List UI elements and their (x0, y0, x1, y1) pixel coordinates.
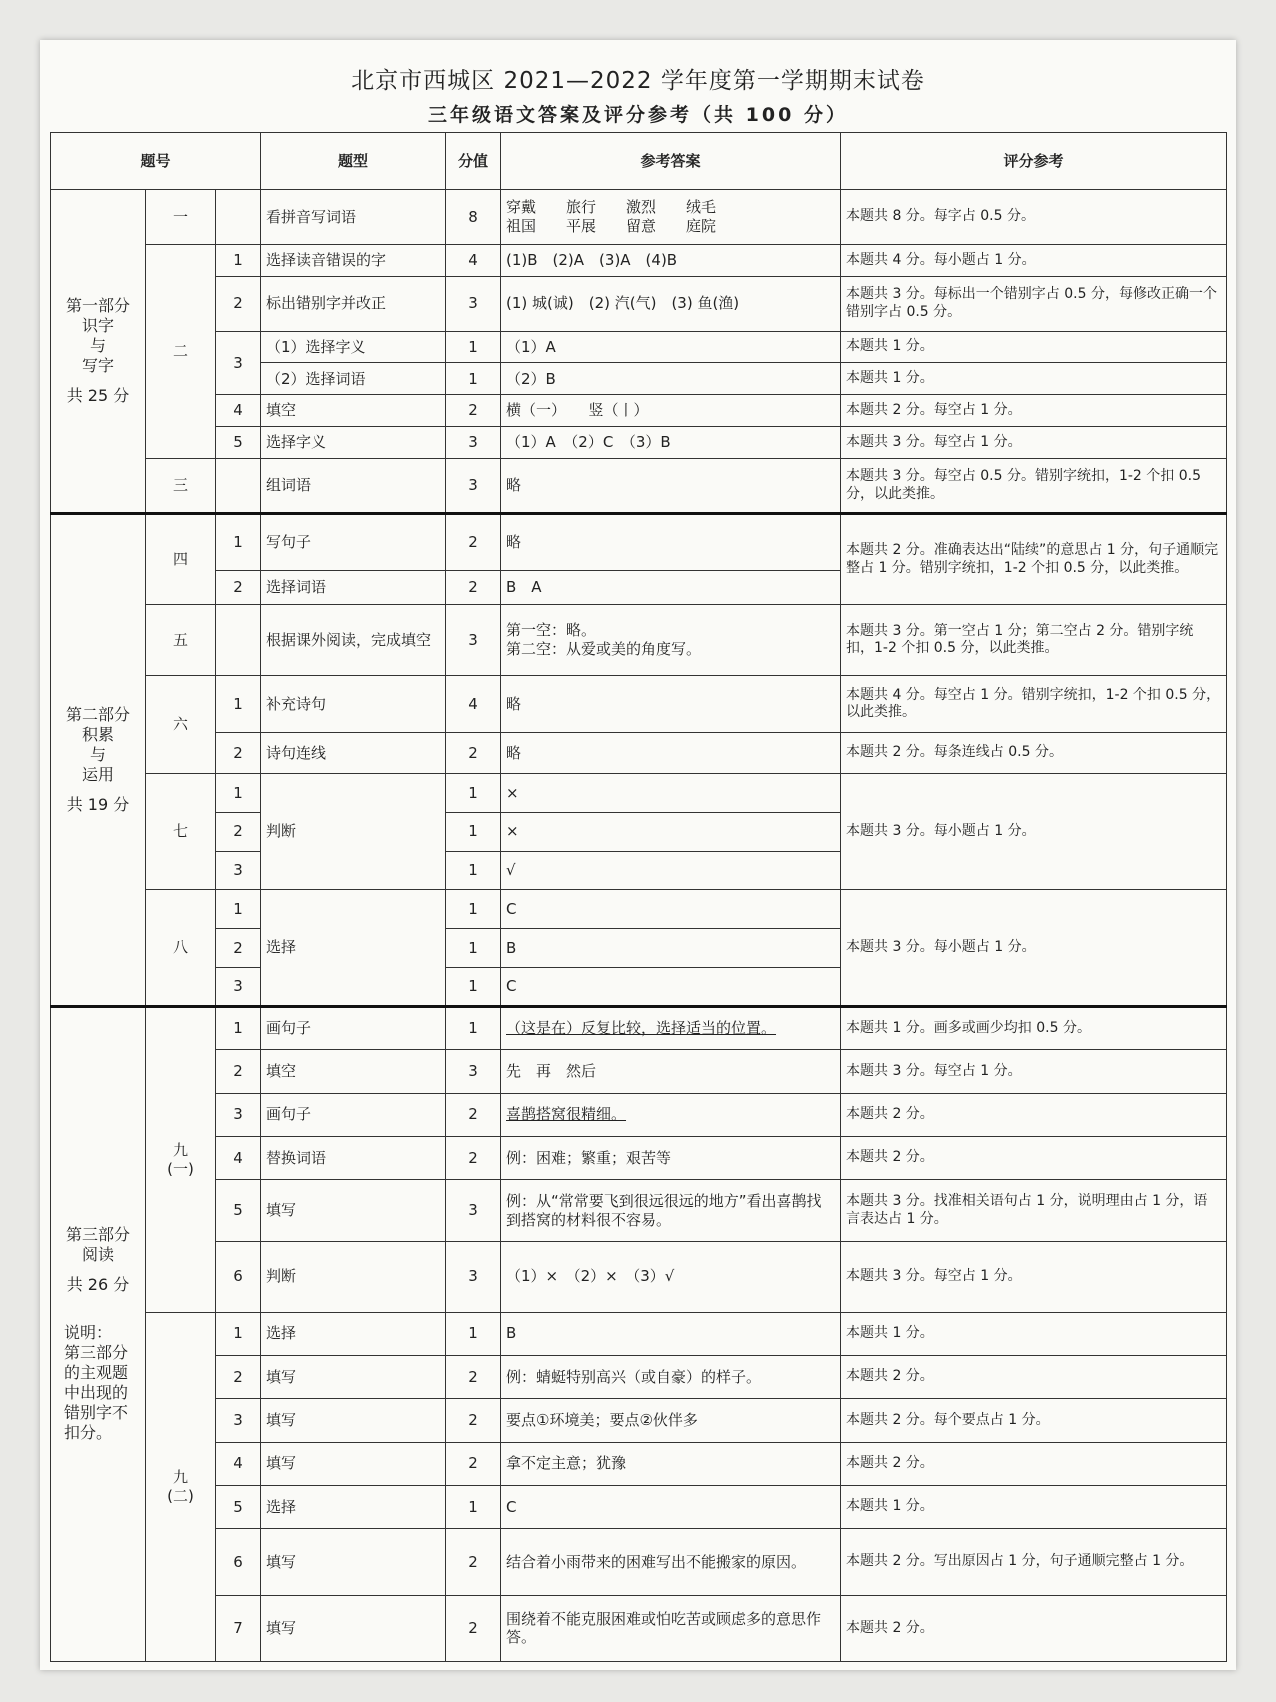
page-title: 北京市西城区 2021—2022 学年度第一学期期末试卷 (351, 68, 925, 94)
scoring: 本题共 2 分。每空占 1 分。 (841, 395, 1227, 427)
scoring: 本题共 3 分。找准相关语句占 1 分，说明理由占 1 分，语言表达占 1 分。 (841, 1180, 1227, 1242)
answer: × (501, 812, 841, 851)
question-type: 看拼音写词语 (261, 190, 446, 245)
table-row (51, 1050, 1227, 1093)
points: 1 (446, 968, 501, 1007)
points: 2 (446, 733, 501, 774)
answer: 第一空：略。 第二空：从爱或美的角度写。 (501, 605, 841, 676)
answer: （1）A （2）C （3）B (501, 427, 841, 459)
answer: 略 (501, 459, 841, 514)
sub-number: 6 (216, 1529, 261, 1595)
table-row (51, 890, 1227, 929)
answer: （2）B (501, 363, 841, 395)
points: 2 (446, 571, 501, 605)
table-row (51, 1529, 1227, 1595)
sub-number: 4 (216, 1136, 261, 1179)
answer: B (501, 1312, 841, 1355)
part-3-total: 共 26 分 (66, 1275, 130, 1295)
table-row (51, 1595, 1227, 1661)
sub-number: 6 (216, 1241, 261, 1312)
section-2: 二 (146, 244, 216, 458)
points: 1 (446, 331, 501, 363)
table-row (51, 427, 1227, 459)
table-row (51, 514, 1227, 571)
header-points: 分值 (446, 133, 501, 190)
scoring: 本题共 3 分。每小题占 1 分。 (841, 774, 1227, 890)
scoring: 本题共 3 分。每空占 1 分。 (841, 427, 1227, 459)
sub-number: 2 (216, 929, 261, 968)
points: 2 (446, 1355, 501, 1398)
scoring: 本题共 1 分。画多或画少均扣 0.5 分。 (841, 1006, 1227, 1049)
answer: 穿戴 旅行 激烈 绒毛 祖国 平展 留意 庭院 (501, 190, 841, 245)
question-type: 填空 (261, 395, 446, 427)
answer-sheet (40, 40, 1236, 1670)
answer: B (501, 929, 841, 968)
question-type: 填写 (261, 1595, 446, 1661)
table-row (51, 1486, 1227, 1529)
points: 1 (446, 1006, 501, 1049)
points: 1 (446, 929, 501, 968)
answer: C (501, 1486, 841, 1529)
part-2-total: 共 19 分 (66, 794, 130, 814)
question-type: （2）选择词语 (261, 363, 446, 395)
points: 1 (446, 890, 501, 929)
answer: 例：从“常常要飞到很远很远的地方”看出喜鹊找到搭窝的材料很不容易。 (501, 1180, 841, 1242)
answer: （这是在）反复比较，选择适当的位置。 (501, 1006, 841, 1049)
scoring: 本题共 2 分。 (841, 1093, 1227, 1136)
points: 1 (446, 1312, 501, 1355)
section-6: 六 (146, 676, 216, 774)
points: 2 (446, 1529, 501, 1595)
answer: 略 (501, 514, 841, 571)
question-type: 填写 (261, 1355, 446, 1398)
points: 1 (446, 851, 501, 890)
question-type: 选择字义 (261, 427, 446, 459)
sub-number: 1 (216, 244, 261, 276)
question-type: 选择 (261, 1486, 446, 1529)
header-scoring: 评分参考 (841, 133, 1227, 190)
question-type: 补充诗句 (261, 676, 446, 733)
scoring: 本题共 3 分。每空占 1 分。 (841, 1050, 1227, 1093)
sub-number: 2 (216, 1050, 261, 1093)
answer: 结合着小雨带来的困难写出不能搬家的原因。 (501, 1529, 841, 1595)
sub-number: 2 (216, 571, 261, 605)
question-type: 填写 (261, 1180, 446, 1242)
table-row (51, 1442, 1227, 1485)
part-2-cell (51, 514, 146, 1007)
sub-number: 7 (216, 1595, 261, 1661)
answer: （1）× （2）× （3）√ (501, 1241, 841, 1312)
answer: 横（一） 竖（丨） (501, 395, 841, 427)
points: 3 (446, 1050, 501, 1093)
table-row (51, 331, 1227, 363)
points: 1 (446, 363, 501, 395)
answer: （1）A (501, 331, 841, 363)
question-type: （1）选择字义 (261, 331, 446, 363)
section-4: 四 (146, 514, 216, 605)
answer: 喜鹊搭窝很精细。 (501, 1093, 841, 1136)
points: 3 (446, 459, 501, 514)
points: 8 (446, 190, 501, 245)
answer: 先 再 然后 (501, 1050, 841, 1093)
table-row (51, 1355, 1227, 1398)
table-row (51, 1006, 1227, 1049)
page-subtitle: 三年级语文答案及评分参考（共 100 分） (428, 104, 848, 126)
section-7: 七 (146, 774, 216, 890)
table-row (51, 459, 1227, 514)
question-type: 组词语 (261, 459, 446, 514)
scoring: 本题共 4 分。每小题占 1 分。 (841, 244, 1227, 276)
scoring: 本题共 3 分。每空占 1 分。 (841, 1241, 1227, 1312)
answer: B A (501, 571, 841, 605)
question-type: 判断 (261, 774, 446, 890)
table-row (51, 774, 1227, 813)
sub-number: 5 (216, 1180, 261, 1242)
points: 3 (446, 605, 501, 676)
points: 2 (446, 395, 501, 427)
sub-number: 3 (216, 1399, 261, 1442)
table-row (51, 1136, 1227, 1179)
sub-number: 3 (216, 968, 261, 1007)
table-row (51, 276, 1227, 331)
question-type: 标出错别字并改正 (261, 276, 446, 331)
points: 2 (446, 1399, 501, 1442)
points: 3 (446, 1241, 501, 1312)
table-row (51, 676, 1227, 733)
section-9-2: 九 (二) (146, 1312, 216, 1661)
part-3-name: 第三部分 阅读 (65, 1225, 130, 1265)
sub-number: 3 (216, 851, 261, 890)
question-type: 填写 (261, 1399, 446, 1442)
section-3: 三 (146, 459, 216, 514)
answer: 例：蜻蜓特别高兴（或自豪）的样子。 (501, 1355, 841, 1398)
sub-number: 5 (216, 427, 261, 459)
sub-number: 1 (216, 676, 261, 733)
answer-table (50, 132, 1227, 1662)
question-type: 诗句连线 (261, 733, 446, 774)
table-row (51, 1399, 1227, 1442)
question-type: 选择词语 (261, 571, 446, 605)
section-5: 五 (146, 605, 216, 676)
scoring: 本题共 4 分。每空占 1 分。错别字统扣，1-2 个扣 0.5 分，以此类推。 (841, 676, 1227, 733)
part-1-cell (51, 190, 146, 514)
answer: × (501, 774, 841, 813)
section-9-1: 九 (一) (146, 1006, 216, 1312)
sub-number (216, 190, 261, 245)
sub-number: 1 (216, 1006, 261, 1049)
answer: 拿不定主意；犹豫 (501, 1442, 841, 1485)
sub-number: 2 (216, 1355, 261, 1398)
answer: 略 (501, 676, 841, 733)
answer: 围绕着不能克服困难或怕吃苦或顾虑多的意思作答。 (501, 1595, 841, 1661)
sub-number: 4 (216, 1442, 261, 1485)
part-3-cell (51, 1006, 146, 1661)
sub-number: 5 (216, 1486, 261, 1529)
question-type: 画句子 (261, 1093, 446, 1136)
sub-number: 1 (216, 514, 261, 571)
scoring: 本题共 2 分。准确表达出“陆续”的意思占 1 分，句子通顺完整占 1 分。错别字统扣，1-2 个扣 0.5 分，以此类推。 (841, 514, 1227, 605)
question-type: 选择读音错误的字 (261, 244, 446, 276)
points: 2 (446, 1595, 501, 1661)
answer: C (501, 890, 841, 929)
table-header (51, 133, 1227, 190)
scoring: 本题共 2 分。每条连线占 0.5 分。 (841, 733, 1227, 774)
sub-number: 1 (216, 774, 261, 813)
points: 3 (446, 276, 501, 331)
points: 2 (446, 1442, 501, 1485)
answer: (1)B (2)A (3)A (4)B (501, 244, 841, 276)
points: 3 (446, 1180, 501, 1242)
question-type: 画句子 (261, 1006, 446, 1049)
table-row (51, 395, 1227, 427)
question-type: 选择 (261, 1312, 446, 1355)
scoring: 本题共 1 分。 (841, 363, 1227, 395)
part-1-total: 共 25 分 (66, 386, 130, 406)
sub-number: 3 (216, 331, 261, 395)
scoring: 本题共 2 分。 (841, 1442, 1227, 1485)
table-row (51, 1093, 1227, 1136)
part-3-note: 说明： 第三部分 的主观题 中出现的 错别字不 扣分。 (64, 1323, 129, 1443)
points: 2 (446, 1136, 501, 1179)
answer: (1) 城(诚) (2) 汽(气) (3) 鱼(渔) (501, 276, 841, 331)
scoring: 本题共 2 分。每个要点占 1 分。 (841, 1399, 1227, 1442)
answer: √ (501, 851, 841, 890)
scoring: 本题共 3 分。每空占 0.5 分。错别字统扣，1-2 个扣 0.5 分，以此类推。 (841, 459, 1227, 514)
scoring: 本题共 1 分。 (841, 1312, 1227, 1355)
points: 2 (446, 514, 501, 571)
header-type: 题型 (261, 133, 446, 190)
sub-number: 1 (216, 1312, 261, 1355)
sub-number (216, 459, 261, 514)
question-type: 判断 (261, 1241, 446, 1312)
table-row (51, 1180, 1227, 1242)
header-answer: 参考答案 (501, 133, 841, 190)
question-type: 填写 (261, 1529, 446, 1595)
sub-number: 4 (216, 395, 261, 427)
points: 4 (446, 676, 501, 733)
part-1-name: 第一部分 识字 与 写字 (65, 296, 130, 376)
points: 4 (446, 244, 501, 276)
part-2-name: 第二部分 积累 与 运用 (65, 704, 130, 784)
sub-number (216, 605, 261, 676)
points: 2 (446, 1093, 501, 1136)
section-8: 八 (146, 890, 216, 1006)
scoring: 本题共 8 分。每字占 0.5 分。 (841, 190, 1227, 245)
points: 3 (446, 427, 501, 459)
scoring: 本题共 2 分。 (841, 1355, 1227, 1398)
question-type: 填写 (261, 1442, 446, 1485)
sub-number: 2 (216, 276, 261, 331)
question-type: 替换词语 (261, 1136, 446, 1179)
scoring: 本题共 3 分。每标出一个错别字占 0.5 分，每修改正确一个错别字占 0.5 分。 (841, 276, 1227, 331)
points: 1 (446, 812, 501, 851)
answer: 要点①环境美；要点②伙伴多 (501, 1399, 841, 1442)
scoring: 本题共 1 分。 (841, 331, 1227, 363)
header-number: 题号 (51, 133, 261, 190)
table-row (51, 244, 1227, 276)
question-type: 根据课外阅读，完成填空 (261, 605, 446, 676)
points: 1 (446, 774, 501, 813)
scoring: 本题共 2 分。写出原因占 1 分，句子通顺完整占 1 分。 (841, 1529, 1227, 1595)
sub-number: 1 (216, 890, 261, 929)
scoring: 本题共 1 分。 (841, 1486, 1227, 1529)
sub-number: 3 (216, 1093, 261, 1136)
sub-number: 2 (216, 733, 261, 774)
answer: 略 (501, 733, 841, 774)
table-row (51, 1312, 1227, 1355)
table-row (51, 1241, 1227, 1312)
scoring: 本题共 2 分。 (841, 1136, 1227, 1179)
answer: C (501, 968, 841, 1007)
scoring: 本题共 3 分。第一空占 1 分；第二空占 2 分。错别字统扣，1-2 个扣 0.5 分，以此类推。 (841, 605, 1227, 676)
table-row (51, 733, 1227, 774)
question-type: 选择 (261, 890, 446, 1006)
scoring: 本题共 3 分。每小题占 1 分。 (841, 890, 1227, 1006)
question-type: 写句子 (261, 514, 446, 571)
points: 1 (446, 1486, 501, 1529)
question-type: 填空 (261, 1050, 446, 1093)
table-row (51, 190, 1227, 245)
table-row (51, 605, 1227, 676)
scoring: 本题共 2 分。 (841, 1595, 1227, 1661)
section-1: 一 (146, 190, 216, 245)
answer: 例：困难；繁重；艰苦等 (501, 1136, 841, 1179)
sub-number: 2 (216, 812, 261, 851)
